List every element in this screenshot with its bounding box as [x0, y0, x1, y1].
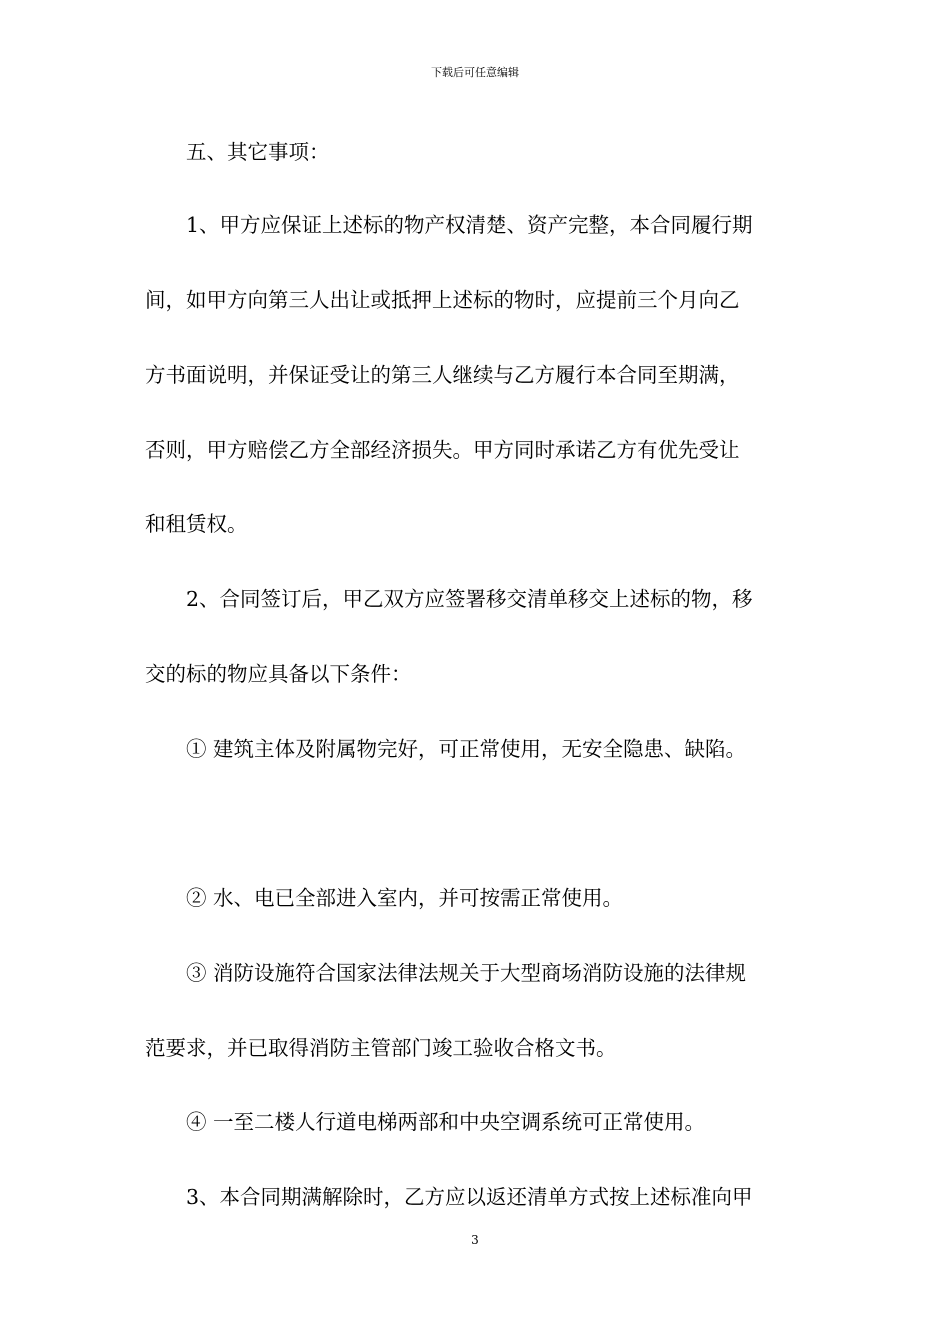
paragraph-line: 方书面说明，并保证受让的第三人继续与乙方履行本合同至期满， — [145, 363, 740, 387]
page-number: 3 — [471, 1233, 479, 1247]
paragraph-line: 范要求，并已取得消防主管部门竣工验收合格文书。 — [145, 1036, 617, 1060]
paragraph-line: 和租赁权。 — [145, 512, 248, 536]
section-heading: 五、其它事项： — [186, 140, 330, 164]
paragraph-line: 否则，甲方赔偿乙方全部经济损失。甲方同时承诺乙方有优先受让 — [145, 438, 740, 462]
paragraph-line: 交的标的物应具备以下条件： — [145, 662, 412, 686]
list-item: ① 建筑主体及附属物完好，可正常使用，无安全隐患、缺陷。 — [186, 737, 747, 761]
paragraph-line: 1、甲方应保证上述标的物产权清楚、资产完整，本合同履行期 — [186, 213, 753, 237]
paragraph-line: 3、本合同期满解除时，乙方应以返还清单方式按上述标准向甲 — [186, 1185, 753, 1209]
list-item: ③ 消防设施符合国家法律法规关于大型商场消防设施的法律规 — [186, 961, 747, 985]
list-item: ④ 一至二楼人行道电梯两部和中央空调系统可正常使用。 — [186, 1110, 706, 1134]
list-item: ② 水、电已全部进入室内，并可按需正常使用。 — [186, 886, 624, 910]
paragraph-line: 2、合同签订后，甲乙双方应签署移交清单移交上述标的物，移 — [186, 587, 753, 611]
page-header: 下载后可任意编辑 — [431, 66, 519, 79]
paragraph-line: 间，如甲方向第三人出让或抵押上述标的物时，应提前三个月向乙 — [145, 288, 740, 312]
